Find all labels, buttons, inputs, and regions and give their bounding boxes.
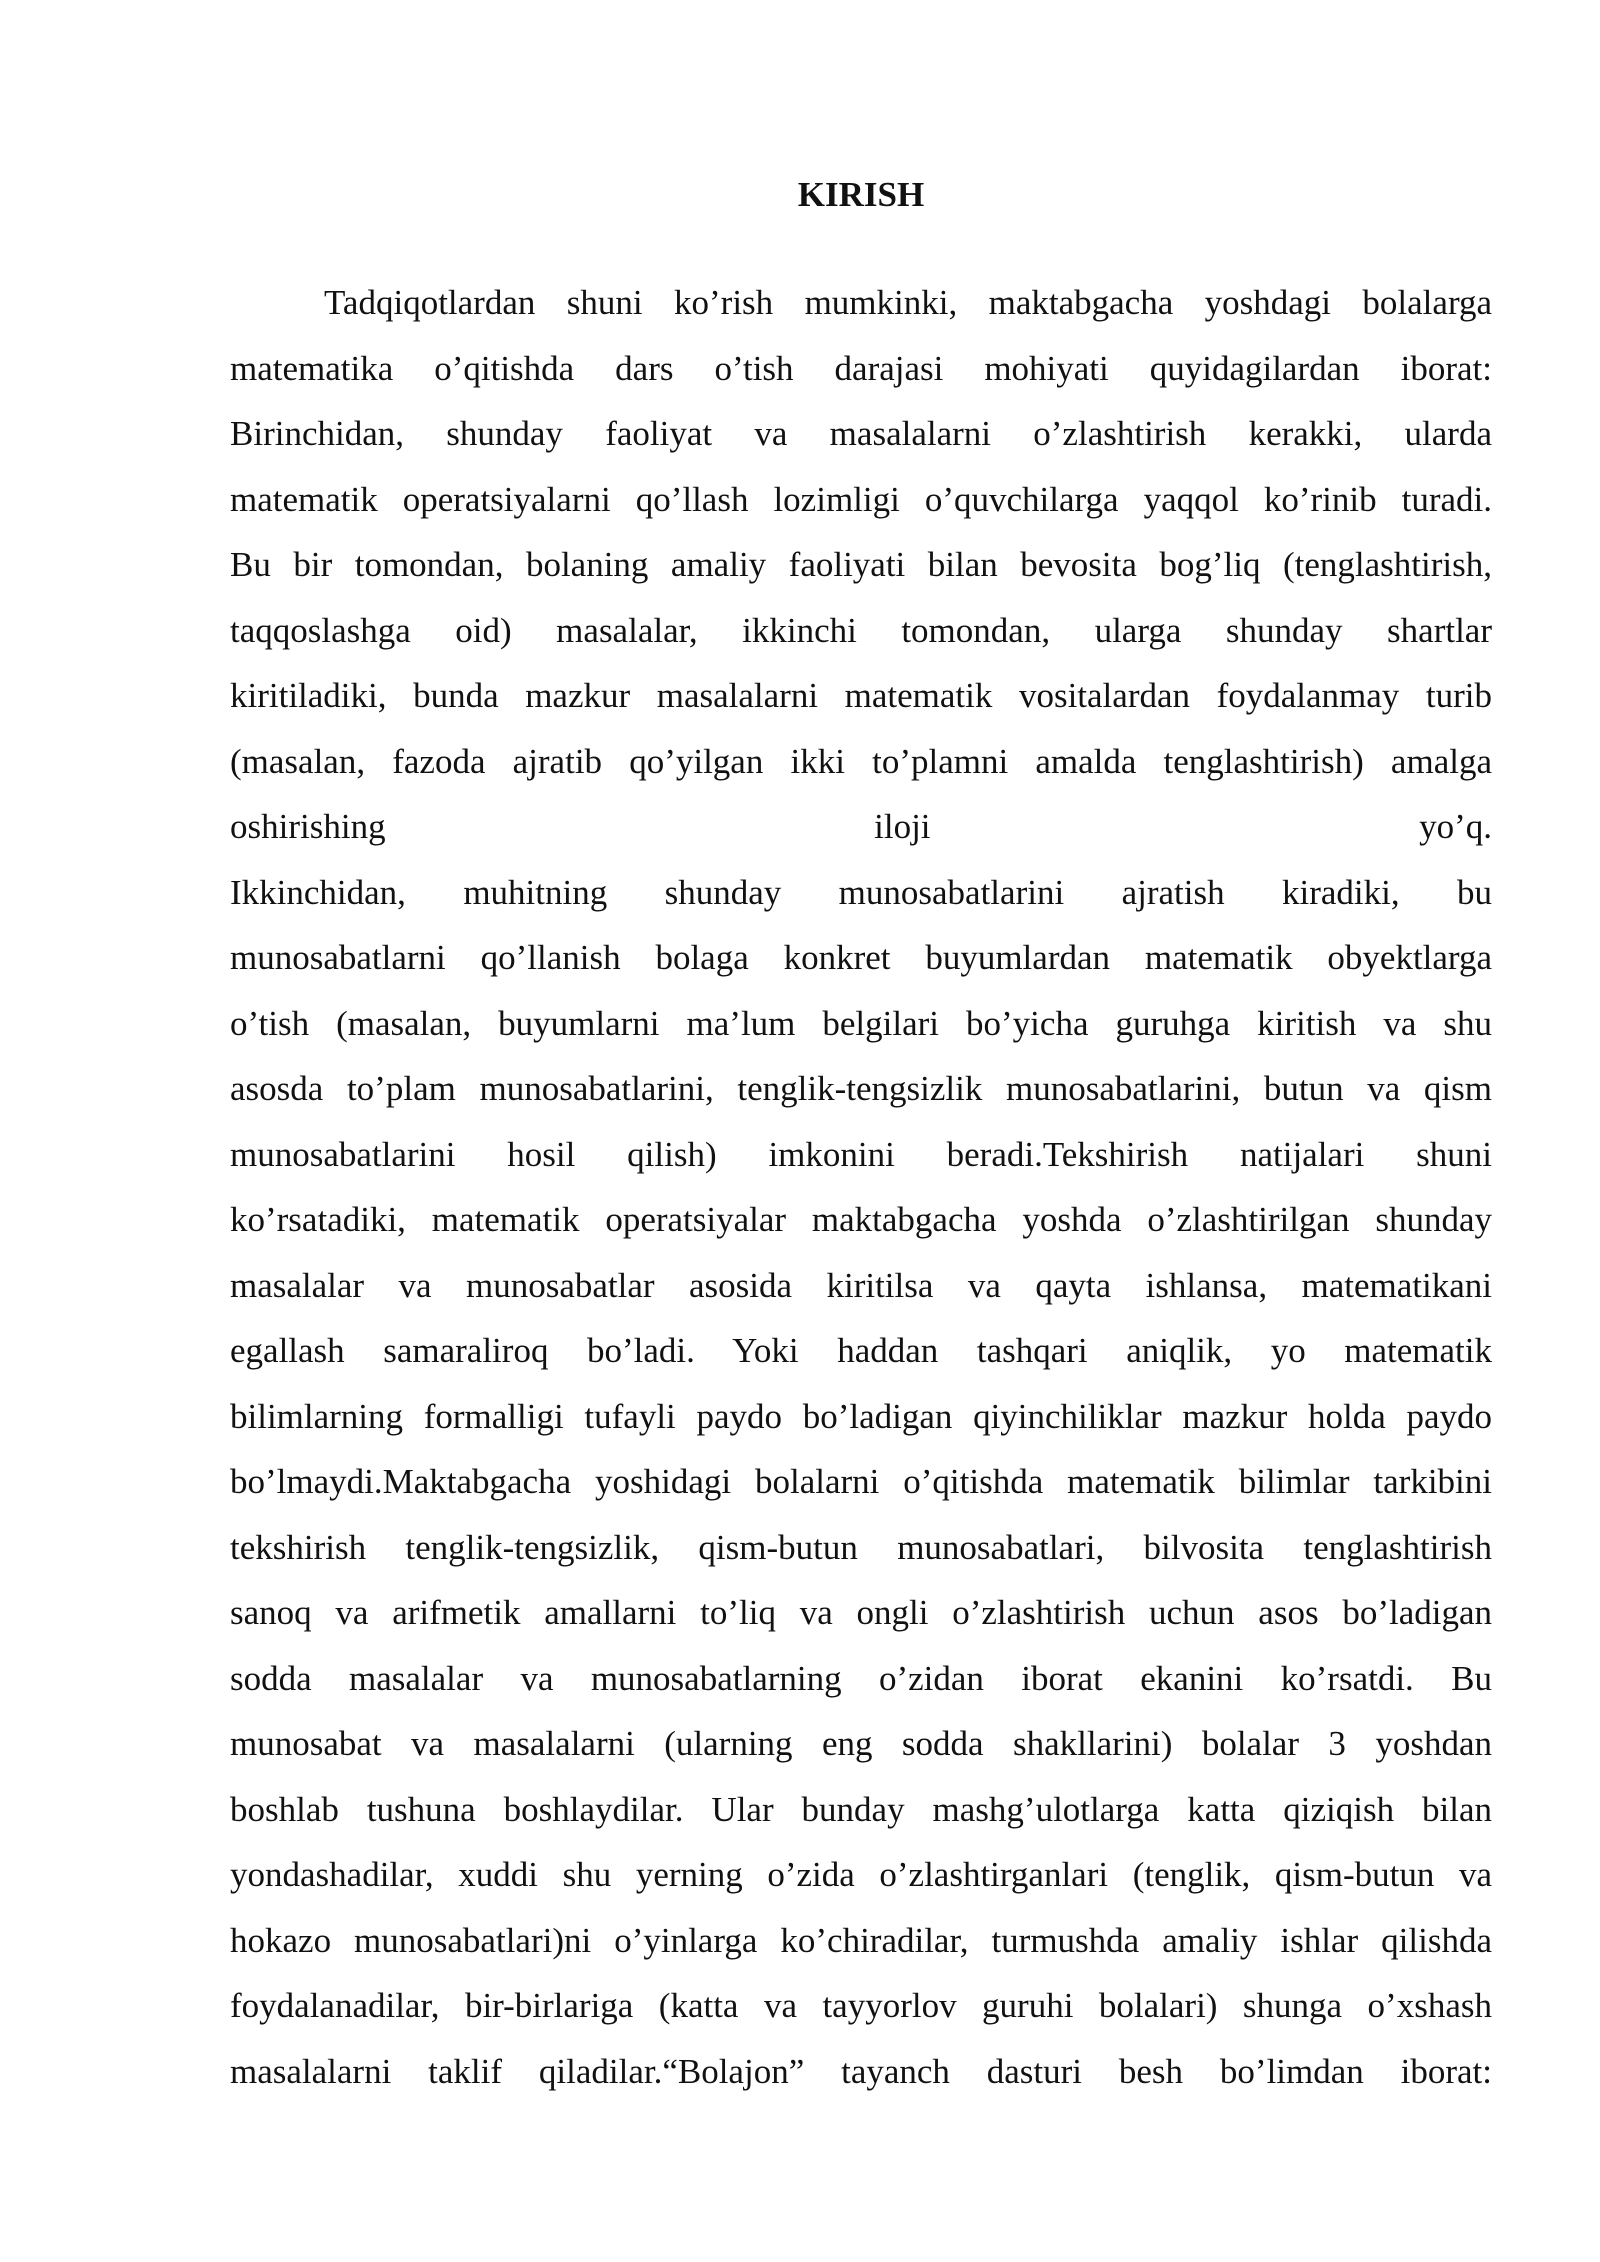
text-line: Tadqiqotlardan shuni ko’rish mumkinki, maktabgacha yoshdagi bolalarga xyxy=(324,283,1492,322)
text-line: kiritiladiki, bunda mazkur masalalarni matematik vositalardan foydalanmay turib xyxy=(230,676,1492,715)
body-text xyxy=(230,270,1492,2104)
text-line: ko’rsatadiki, matematik operatsiyalar maktabgacha yoshda o’zlashtirilgan shunday xyxy=(230,1200,1492,1239)
text-line: bo’lmaydi.Maktabgacha yoshidagi bolalarni o’qitishda matematik bilimlar tarkibini xyxy=(230,1462,1492,1501)
text-line: Birinchidan, shunday faoliyat va masalalarni o’zlashtirish kerakki, ularda xyxy=(230,414,1492,453)
text-line: Bu bir tomondan, bolaning amaliy faoliyati bilan bevosita bog’liq (tenglashtirish, xyxy=(230,545,1492,584)
text-line: boshlab tushuna boshlaydilar. Ular bunday mashg’ulotlarga katta qiziqish bilan xyxy=(230,1789,1492,1829)
text-line: asosda to’plam munosabatlarini, tenglik-tengsizlik munosabatlarini, butun va qism xyxy=(230,1069,1492,1108)
text-line: foydalanadilar, bir-birlariga (katta va tayyorlov guruhi bolalari) shunga o’xshash xyxy=(230,1986,1492,2025)
text-line: tekshirish tenglik-tengsizlik, qism-butun munosabatlari, bilvosita tenglashtirish xyxy=(230,1527,1492,1567)
text-line: o’tish (masalan, buyumlarni ma’lum belgilari bo’yicha guruhga kiritish va shu xyxy=(230,1003,1492,1043)
text-line: matematika o’qitishda dars o’tish darajasi mohiyati quyidagilardan iborat: xyxy=(230,348,1492,388)
text-line: munosabatlarini hosil qilish) imkonini beradi.Tekshirish natijalari shuni xyxy=(230,1134,1492,1174)
text-line: taqqoslashga oid) masalalar, ikkinchi tomondan, ularga shunday shartlar xyxy=(230,610,1492,650)
text-line: oshirishing iloji yo’q. xyxy=(230,807,1492,846)
text-line: munosabat va masalalarni (ularning eng sodda shakllarini) bolalar 3 yoshdan xyxy=(230,1724,1492,1763)
text-line: Ikkinchidan, muhitning shunday munosabatlarini ajratish kiradiki, bu xyxy=(230,872,1492,912)
text-line: sanoq va arifmetik amallarni to’liq va ongli o’zlashtirish uchun asos bo’ladigan xyxy=(230,1593,1492,1632)
text-line: sodda masalalar va munosabatlarning o’zidan iborat ekanini ko’rsatdi. Bu xyxy=(230,1658,1492,1698)
text-line: matematik operatsiyalarni qo’llash lozimligi o’quvchilarga yaqqol ko’rinib turadi. xyxy=(230,479,1492,519)
text-line: hokazo munosabatlari)ni o’yinlarga ko’chiradilar, turmushda amaliy ishlar qilishda xyxy=(230,1920,1492,1960)
text-line: bilimlarning formalligi tufayli paydo bo’ladigan qiyinchiliklar mazkur holda paydo xyxy=(230,1396,1492,1436)
text-line: egallash samaraliroq bo’ladi. Yoki haddan tashqari aniqlik, yo matematik xyxy=(230,1331,1492,1370)
text-line: (masalan, fazoda ajratib qo’yilgan ikki to’plamni amalda tenglashtirish) amalga xyxy=(230,741,1492,781)
page-title: KIRISH xyxy=(797,175,925,214)
text-line: masalalarni taklif qiladilar.“Bolajon” tayanch dasturi besh bo’limdan iborat: xyxy=(230,2051,1492,2091)
text-line: masalalar va munosabatlar asosida kiritilsa va qayta ishlansa, matematikani xyxy=(230,1265,1492,1305)
text-line: munosabatlarni qo’llanish bolaga konkret buyumlardan matematik obyektlarga xyxy=(230,938,1492,977)
text-line: yondashadilar, xuddi shu yerning o’zida o’zlashtirganlari (tenglik, qism-butun va xyxy=(230,1855,1492,1894)
